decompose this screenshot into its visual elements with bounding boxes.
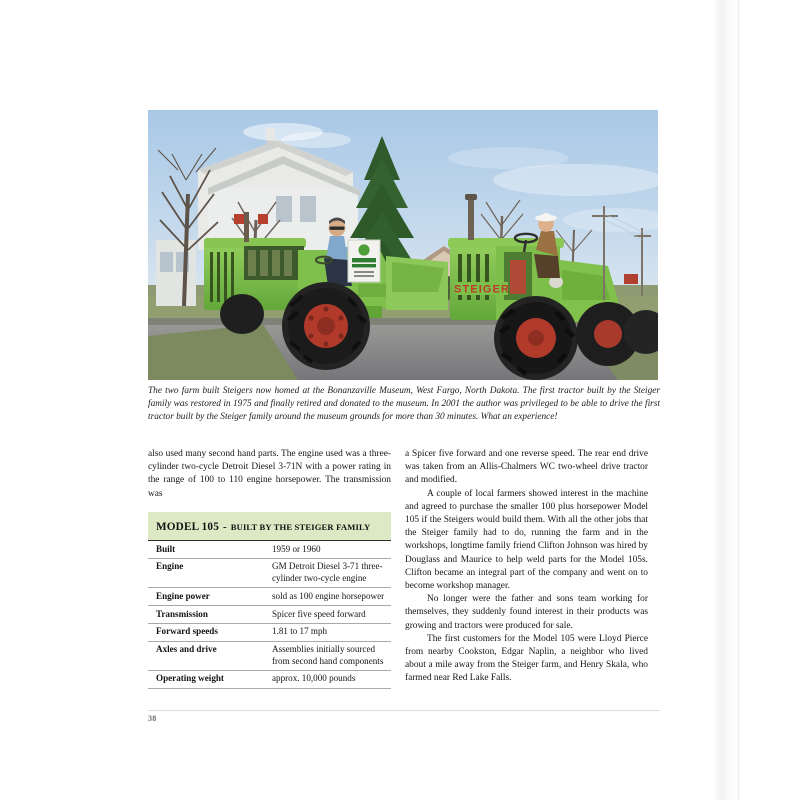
spec-table-title: MODEL 105 xyxy=(156,521,220,533)
body-column-left xyxy=(148,448,391,501)
spec-value: 1959 or 1960 xyxy=(264,541,391,559)
table-row xyxy=(148,670,391,688)
photo-caption: The two farm built Steigers now homed at the Bonanzaville Museum, West Fargo, North Dakota. The first tractor built by the Steiger family was restored in 1975 and finally retired and donated to the museum. In 2001 the author was privileged to be able to drive the first tractor built by the Steiger family around the museum grounds for more than 30 minutes. What an experience! xyxy=(148,386,660,423)
spec-table-body xyxy=(148,541,391,689)
spec-value: approx. 10,000 pounds xyxy=(264,670,391,688)
front-wheel xyxy=(494,296,578,380)
spec-table-subtitle: BUILT BY THE STEIGER FAMILY xyxy=(230,522,371,532)
body-column-right xyxy=(405,448,648,686)
spec-key: Forward speeds xyxy=(148,623,264,641)
page-number: 38 xyxy=(148,714,157,723)
paragraph: The first customers for the Model 105 were Lloyd Pierce from nearby Cookston, Edgar Naplin, a neighbor who lived about a mile away from the Steiger farm, and Henry Skala, who farmed near Red Lake Falls. xyxy=(405,633,648,684)
spec-key: Transmission xyxy=(148,605,264,623)
spec-table-title-dash: - xyxy=(223,521,227,533)
spec-value: GM Detroit Diesel 3-71 three-cylinder two-cycle engine xyxy=(264,558,391,587)
paragraph: also used many second hand parts. The engine used was a three-cylinder two-cycle Detroit Diesel 3-71N with a power rating in the range of 100 to 110 engine horsepower. The transmission was xyxy=(148,449,391,499)
spec-value: Assemblies initially sourced from second hand components xyxy=(264,641,391,670)
spec-key: Operating weight xyxy=(148,670,264,688)
rear-wheel xyxy=(282,282,370,370)
footer-divider xyxy=(148,710,660,711)
table-row xyxy=(148,641,391,670)
table-row xyxy=(148,558,391,587)
paragraph: No longer were the father and sons team working for themselves, they suddenly found interest in their products was growing and tractors were produced for sale. xyxy=(405,594,648,631)
paragraph: a Spicer five forward and one reverse speed. The rear end drive was taken from an Allis-Chalmers WC two-wheel drive tractor and modified. xyxy=(405,449,648,486)
spec-table-header-row xyxy=(148,512,391,541)
spec-value: Spicer five speed forward xyxy=(264,605,391,623)
steiger-decal-text: STEIGER xyxy=(454,283,510,296)
tractor-photograph xyxy=(148,110,658,380)
steiger-sign xyxy=(348,240,380,282)
table-row xyxy=(148,588,391,606)
paragraph: A couple of local farmers showed interest in the machine and agreed to purchase the smaller 100 plus horsepower Model 105 if the Steigers would build them. With all the other jobs that the Steiger family had to do, running the farm and in the workshops, longtime family friend Clifton Johnson was hired by Douglass and Maurice to help weld parts for the Model 105s. Clifton became an integral part of the company and went on to become workshop manager. xyxy=(405,488,648,592)
spec-value: sold as 100 engine horsepower xyxy=(264,588,391,606)
table-row xyxy=(148,541,391,559)
spec-key: Axles and drive xyxy=(148,641,264,670)
spec-value: 1.81 to 17 mph xyxy=(264,623,391,641)
model-105-spec-table xyxy=(148,512,391,689)
photo-illustration xyxy=(148,110,658,380)
table-row xyxy=(148,605,391,623)
page-edge-line xyxy=(738,0,740,800)
spec-key: Built xyxy=(148,541,264,559)
table-row xyxy=(148,623,391,641)
spec-table-header-cell xyxy=(148,512,391,541)
page-edge-shadow xyxy=(712,0,738,800)
spec-key: Engine xyxy=(148,558,264,587)
spec-key: Engine power xyxy=(148,588,264,606)
